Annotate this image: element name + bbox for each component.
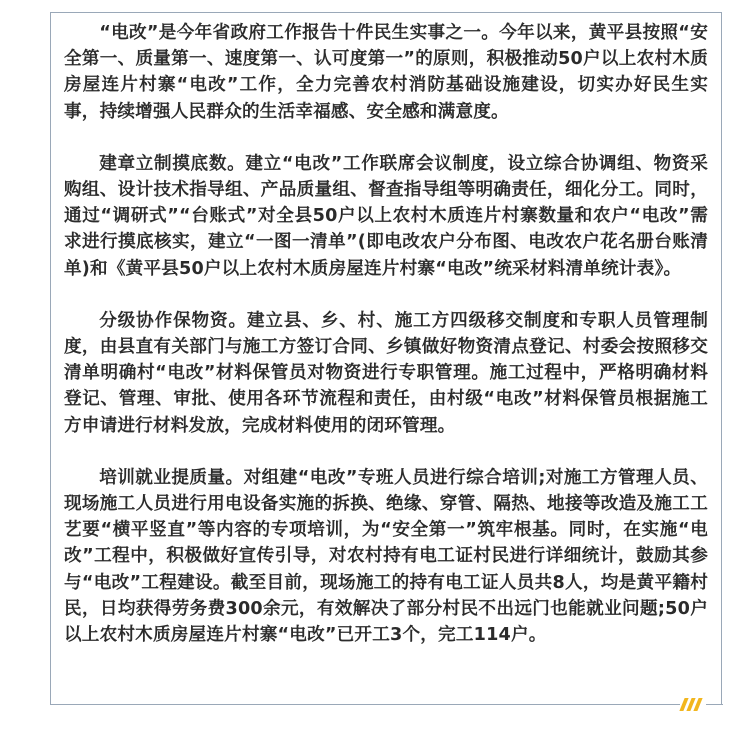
paragraph-rules: 建章立制摸底数。建立“电改”工作联席会议制度，设立综合协调组、物资采购组、设计技术指导组、产品质量组、督查指导组等明确责任，细化分工。同时，通过“调研式”“台账式”对全县50户以上农村木质连片村寨数量和农户“电改”需求进行摸底核实，建立“一图一清单”(即电改农户分布图、电改农户花名册台账清单)和《黄平县50户以上农村木质房屋连片村寨“电改”统采材料清单统计表》。 (64, 153, 708, 279)
frame-bottom-rule-end (706, 704, 723, 705)
paragraph-intro: “电改”是今年省政府工作报告十件民生实事之一。今年以来，黄平县按照“安全第一、质量第一、速度第一、认可度第一”的原则，积极推动50户以上农村木质房屋连片村寨“电改”工作，全力完善农村消防基础设施建设，切实办好民生实事，持续增强人民群众的生活幸福感、安全感和满意度。 (64, 23, 708, 122)
frame-bottom-rule (50, 704, 680, 705)
paragraph-training: 培训就业提质量。对组建“电改”专班人员进行综合培训;对施工方管理人员、现场施工人员进行用电设备实施的拆换、绝缘、穿管、隔热、地接等改造及施工工艺要“横平竖直”等内容的专项培训，为“安全第一”筑牢根基。同时，在实施“电改”工程中，积极做好宣传引导，对农村持有电工证村民进行详细统计，鼓励其参与“电改”工程建设。截至目前，现场施工的持有电工证人员共8人，均是黄平籍村民，日均获得劳务费300余元，有效解决了部分村民不出远门也能就业问题;50户以上农村木质房屋连片村寨“电改”已开工3个，完工114户。 (64, 467, 708, 646)
article-body (64, 20, 708, 648)
decorative-stripes (682, 697, 704, 711)
paragraph-materials: 分级协作保物资。建立县、乡、村、施工方四级移交制度和专职人员管理制度，由县直有关部门与施工方签订合同、乡镇做好物资清点登记、村委会按照移交清单明确村“电改”材料保管员对物资进行专职管理。施工过程中，严格明确材料登记、管理、审批、使用各环节流程和责任，由村级“电改”材料保管员根据施工方申请进行材料发放，完成材料使用的闭环管理。 (64, 310, 708, 436)
